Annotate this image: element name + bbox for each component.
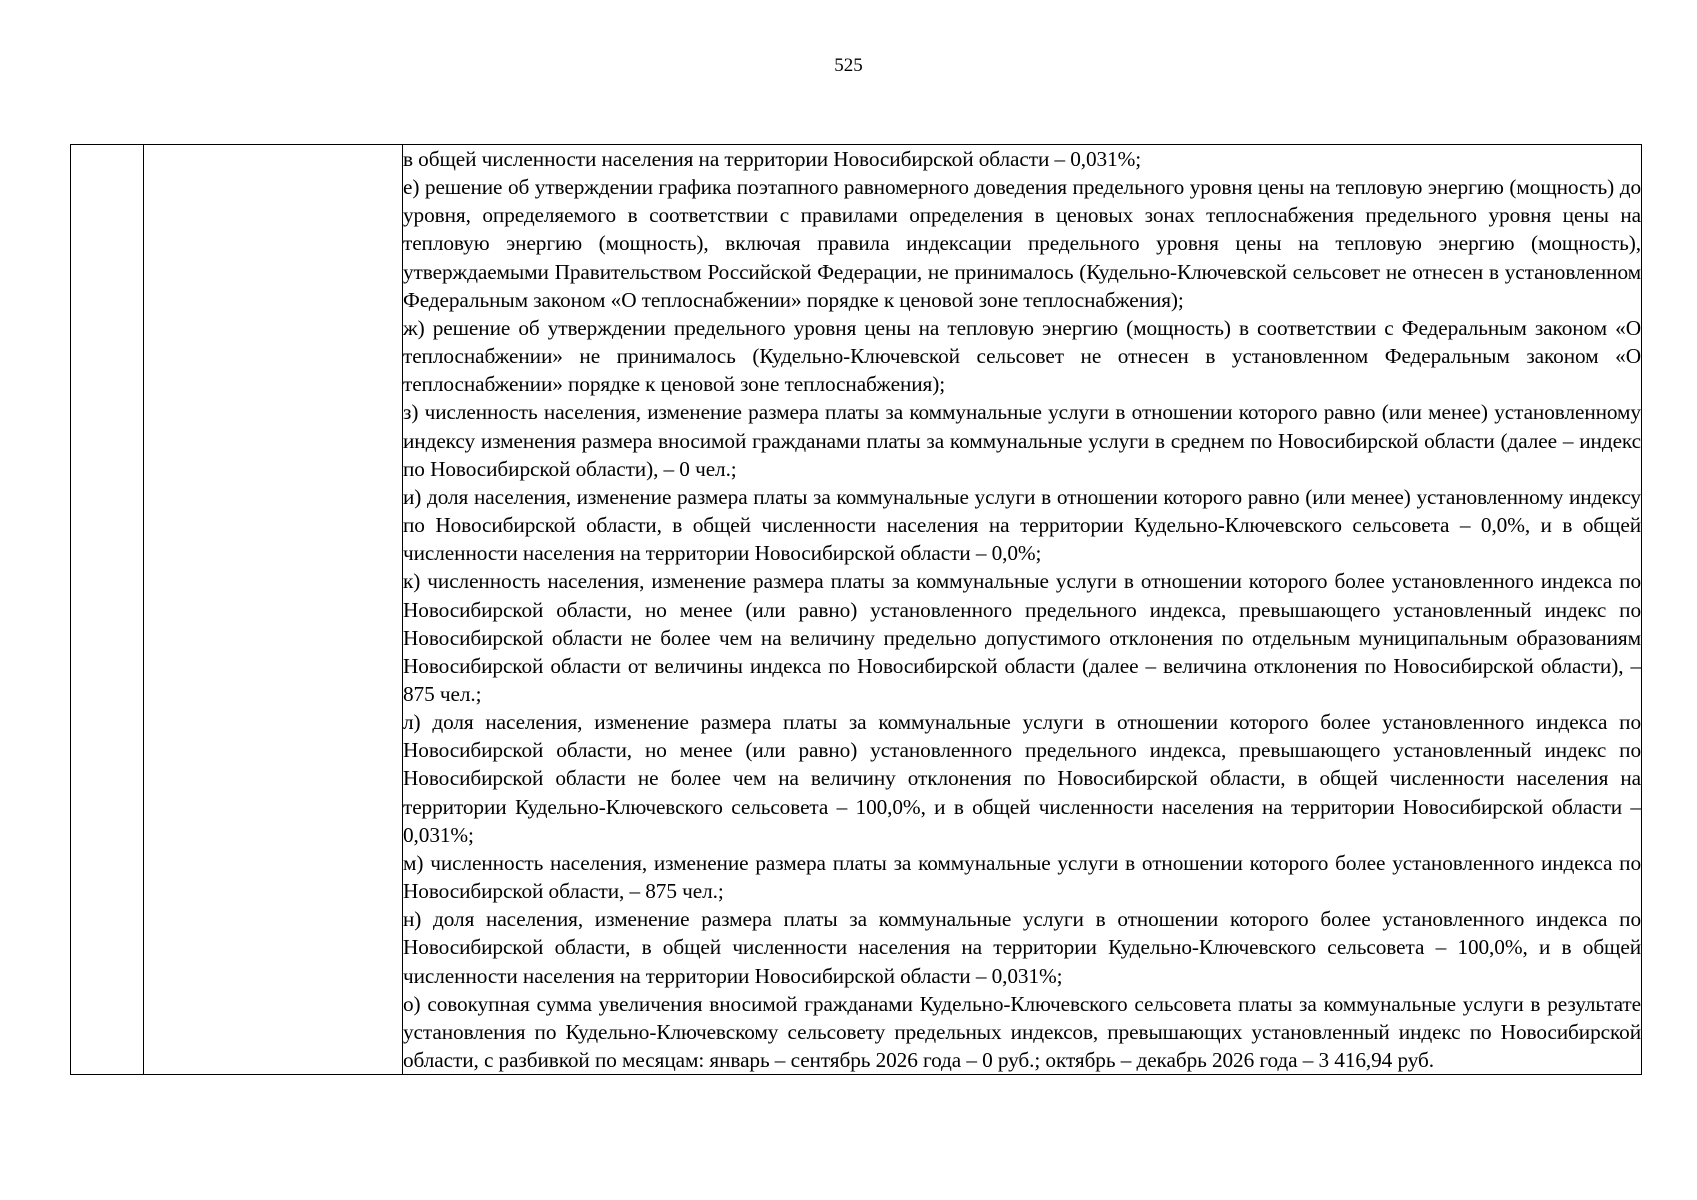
paragraph-item-i: и) доля населения, изменение размера платы за коммунальные услуги в отношении которого равно (или менее) установленному индексу по Новосибирской области, в общей численности населения на территории Кудельно-Ключевского сельсовета – 0,0%, и в общей численности населения на территории Новосибирской области – 0,0%;	[403, 484, 1641, 566]
paragraph-item-n: н) доля населения, изменение размера платы за коммунальные услуги в отношении которого более установленного индекса по Новосибирской области, в общей численности населения на территории Кудельно-Ключевского сельсовета – 100,0%, и в общей численности населения на территории Новосибирской области – 0,031%;	[403, 907, 1641, 988]
paragraph-item-o: о) совокупная сумма увеличения вносимой гражданами Кудельно-Ключевского сельсовета платы за коммунальные услуги в результате установления по Кудельно-Ключевскому сельсовету предельных индексов, превышающих установленный индекс по Новосибирской области, с разбивкой по месяцам: январь – сентябрь 2026 года – 0 руб.; октябрь – декабрь 2026 года – 3 416,94 руб.	[403, 991, 1641, 1072]
table-cell-number	[71, 145, 144, 1075]
table-row	[71, 145, 1642, 1075]
paragraph-item-k: к) численность населения, изменение размера платы за коммунальные услуги в отношении которого более установленного индекса по Новосибирской области, но менее (или равно) установленного предельного индекса, превышающего установленный индекс по Новосибирской области не более чем на величину предельно допустимого отклонения по отдельным муниципальным образованиям Новосибирской области от величины индекса по Новосибирской области (далее – величина отклонения по Новосибирской области), – 875 чел.;	[403, 569, 1641, 706]
paragraph-continuation: в общей численности населения на территории Новосибирской области – 0,031%;	[403, 147, 1142, 171]
table-cell-content	[403, 145, 1642, 1075]
paragraph-item-e: е) решение об утверждении графика поэтапного равномерного доведения предельного уровня цены на тепловую энергию (мощность) до уровня, определяемого в соответствии с правилами определения в ценовых зонах теплоснабжения предельного уровня цены на тепловую энергию (мощность), включая правила индексации предельного уровня цены на тепловую энергию (мощность), утверждаемыми Правительством Российской Федерации, не принималось (Кудельно-Ключевской сельсовет не отнесен в установленном Федеральным законом «О теплоснабжении» порядке к ценовой зоне теплоснабжения);	[403, 175, 1641, 312]
page-number: 525	[834, 55, 863, 76]
document-table	[70, 144, 1642, 1075]
paragraph-item-l: л) доля населения, изменение размера платы за коммунальные услуги в отношении которого более установленного индекса по Новосибирской области, но менее (или равно) установленного предельного индекса, превышающего установленный индекс по Новосибирской области не более чем на величину отклонения по Новосибирской области, в общей численности населения на территории Кудельно-Ключевского сельсовета – 100,0%, и в общей численности населения на территории Новосибирской области – 0,031%;	[403, 710, 1641, 847]
table-cell-title	[144, 145, 403, 1075]
paragraph-item-m: м) численность населения, изменение размера платы за коммунальные услуги в отношении которого более установленного индекса по Новосибирской области, – 875 чел.;	[403, 850, 1641, 904]
paragraph-item-z: з) численность населения, изменение размера платы за коммунальные услуги в отношении которого равно (или менее) установленному индексу изменения размера вносимой гражданами платы за коммунальные услуги в среднем по Новосибирской области (далее – индекс по Новосибирской области), – 0 чел.;	[403, 400, 1641, 481]
paragraph-item-zh: ж) решение об утверждении предельного уровня цены на тепловую энергию (мощность) в соответствии с Федеральным законом «О теплоснабжении» не принималось (Кудельно-Ключевской сельсовет не отнесен в установленном Федеральным законом «О теплоснабжении» порядке к ценовой зоне теплоснабжения);	[403, 315, 1641, 397]
